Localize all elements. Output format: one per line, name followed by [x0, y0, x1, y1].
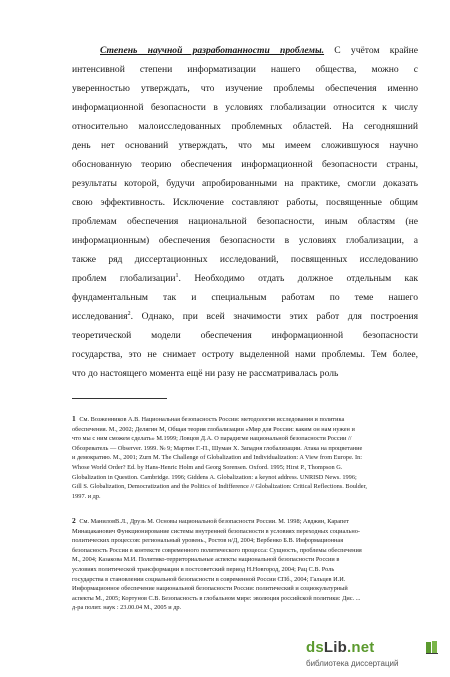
text-line: обоснованную теорию обеспечения информационной безопасности страны,	[72, 159, 418, 170]
text-line: государства, это не снимает остроту выделенной нами проблемы. Тем более,	[72, 349, 418, 360]
text-line: уверенностью утверждать, что изучение проблемы обеспечения именно	[72, 83, 418, 94]
footnote-number: 1	[72, 414, 76, 423]
text-line: информационной безопасности в условиях глобализации относится к числу	[72, 102, 418, 113]
main-text	[72, 41, 418, 383]
text-line: Степень научной разработанности проблемы. С учётом крайне	[100, 45, 418, 56]
section-heading: Степень научной разработанности проблемы.	[100, 45, 325, 56]
text-line: проблемам обеспечения национальной безопасности, иным областям (не	[72, 216, 418, 227]
text-line: исследования$^2$. Однако, при всей значимости этих работ для построения	[72, 310, 418, 322]
footnote-2: 2 См. МаниловВ.Л., Друзь М. Основы национальной безопасности России. М. 1998; Авджян, Карапет Минацаканович Функционирование системы внутренней безопасности в условиях переходных социально- политических процессов: региональный уровень., Ростов н/Д, 2004; Вербенко Б.В. Информационная безопасность России в контексте современного политического процесса: Сущность, проблемы обеспечения М., 2004; Казакова М.И. Политико-территориальные аспекты национальной безопасности России в условиях политической трансформации в постсоветский период Н.Новгород, 2004; Рац С.В. Роль государства в становлении социальной безопасности в современной России СПб., 2004; Гальцев И.И. Информационное обеспечение национальной безопасности России: политический и социокультурный аспекты М., 2005; Кортунов С.В. Безопасность в глобальном мире: эволюция российской политики: Дис. ... д-ра полит. наук : 23.00.04 М., 2005 и др.	[72, 516, 362, 612]
text-line: результаты которой, будучи апробированными на практике, смогли доказать	[72, 178, 418, 189]
logo-subtitle: библиотека диссертаций	[306, 659, 399, 668]
logo-wordmark: dsLib.net	[306, 639, 375, 656]
dslib-logo[interactable]	[306, 637, 446, 673]
text-line: теоретической модели обеспечения информационной безопасности	[72, 330, 418, 341]
text-line: проблем глобализации$^1$. Необходимо отдать должное отдельным как	[72, 272, 418, 284]
text-line: информационным) обеспечения безопасности в условиях глобализации, а	[72, 235, 418, 246]
text-line: фундаментальным так и специальным работам по теме нашего	[72, 292, 418, 303]
footnote-ref-2[interactable]: 2	[127, 310, 131, 317]
footnote-number: 2	[72, 516, 76, 525]
text-line: что до настоящего момента ещё ни разу не рассматривалась роль	[72, 368, 339, 379]
text-line: интенсивной степени информатизации нашего общества, можно с	[72, 64, 418, 75]
text-line: день нет оснований утверждать, что мы имеем сложившуюся научно	[72, 140, 418, 151]
footnote-1: 1 См. Возженников А.В. Национальная безопасность России: методология исследования и политика обеспечения. М., 2002; Делягин М, Общая теория глобализации «Мир для России: каким он нам нужен и что мы с ним сможем сделать» М.1999; Ловцов Д.А. О парадигме национальной безопасности России // Обозреватель — Observer. 1999. № 9; Мартин Г.-П., Шуман Х. Западня глобализации. Атака на процветание и демократию. М., 2001; Zurn M. The Challenge of Globalization and Individualization: A View from Europe. In: Whose World Order? Ed. by Hans-Henric Holm and Georg Sorensen. Oxford. 1995; Hirst P., Thompson G. Globalization in Question. Cambridge. 1996; Giddens A. Globalization: a keynot address. UNRISD News. 1996; Gill S. Globalization, Democratization and the Politics of Indifference // Globalization: Critical Reflections. Boulder, 1997. и др.	[72, 414, 367, 500]
text-line: относительно малоисследованных проблемных областей. На сегодняшний	[72, 121, 418, 132]
footnote-divider	[72, 398, 167, 399]
book-icon	[424, 639, 440, 655]
text-line: свою эффективность. Исключение составляют работы, посвященные общим	[72, 197, 418, 208]
footnote-ref-1[interactable]: 1	[175, 272, 179, 279]
text-line: также ряд диссертационных исследований, посвященных исследованию	[72, 254, 418, 265]
